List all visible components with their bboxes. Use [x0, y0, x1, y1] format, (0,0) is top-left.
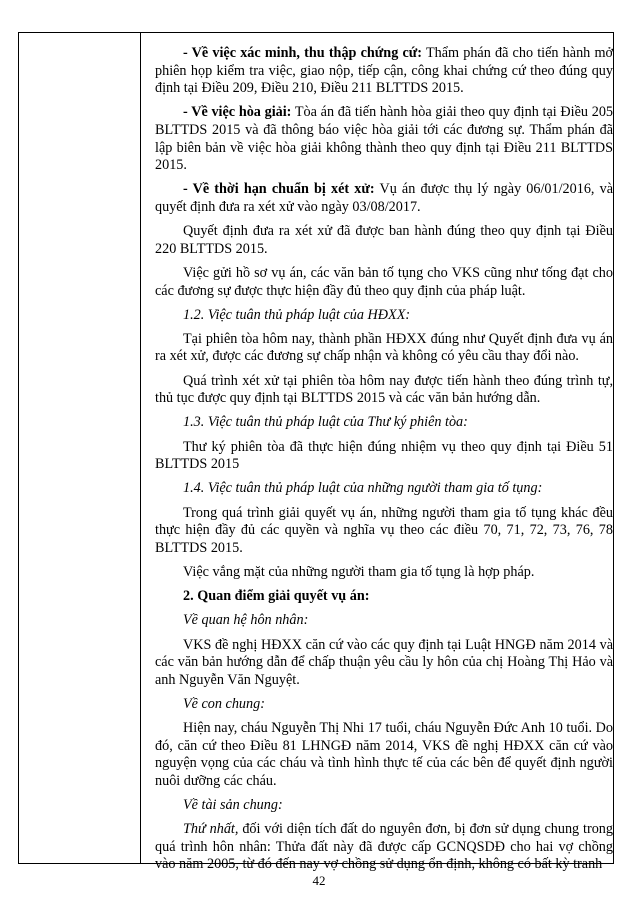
paragraph-mediation — [155, 104, 613, 174]
paragraph: Việc gửi hồ sơ vụ án, các văn bản tố tụng cho VKS cũng như tống đạt cho các đương sự được thực hiện đầy đủ theo quy định của pháp luật. — [155, 264, 613, 299]
paragraph-lead: - Về việc hòa giải: — [183, 104, 292, 121]
paragraph-text: Tòa án đã tiến hành hòa giải theo quy định tại Điều 205 BLTTDS 2015 và đã thông báo việc hòa giải tới các đương sự. Thẩm phán đã lập biên bản về việc hòa giải không thành theo quy định tại Điều 211 BLTTDS 2015. — [155, 104, 614, 174]
paragraph: Thư ký phiên tòa đã thực hiện đúng nhiệm vụ theo quy định tại Điều 51 BLTTDS 2015 — [155, 438, 613, 473]
paragraph: Việc vắng mặt của những người tham gia tố tụng là hợp pháp. — [183, 563, 535, 580]
section-heading: 1.2. Việc tuân thủ pháp luật của HĐXX: — [183, 306, 411, 323]
paragraph-lead: Thứ nhất, — [183, 821, 239, 838]
subsection-heading: Về quan hệ hôn nhân: — [183, 612, 309, 629]
paragraph-text: Vụ án được thụ lý ngày 06/01/2016, và quyết định đưa ra xét xử vào ngày 03/08/2017. — [155, 181, 614, 215]
right-column — [141, 33, 615, 873]
left-column — [19, 33, 141, 863]
paragraph-text: đối với diện tích đất do nguyên đơn, bị đơn sử dụng chung trong quá trình hôn nhân: Thửa đất này đã được cấp GCNQSDĐ cho hai vợ chồng vào năm 2005, từ đó đến nay vợ chồng sử dụng ổn định, không có bất kỳ tranh — [155, 821, 613, 873]
paragraph: Hiện nay, cháu Nguyễn Thị Nhi 17 tuổi, cháu Nguyễn Đức Anh 10 tuổi. Do đó, căn cứ theo Điều 81 LHNGĐ năm 2014, VKS đề nghị HĐXX căn cứ vào nguyện vọng của các cháu và tình hình thực tế của các bên để quyết định người nuôi dưỡng các cháu. — [155, 720, 613, 789]
paragraph: Quá trình xét xử tại phiên tòa hôm nay được tiến hành theo đúng trình tự, thủ tục được quy định tại BLTTDS 2015 và các văn bản hướng dẫn. — [155, 372, 613, 407]
paragraph-verification — [155, 45, 613, 98]
paragraph: Quyết định đưa ra xét xử đã được ban hành đúng theo quy định tại Điều 220 BLTTDS 2015. — [155, 223, 613, 257]
paragraph-first-item — [155, 821, 613, 874]
section-heading: 1.3. Việc tuân thủ pháp luật của Thư ký phiên tòa: — [183, 414, 468, 431]
paragraph-lead: - Về thời hạn chuẩn bị xét xử: — [183, 181, 375, 198]
subsection-heading: Về con chung: — [183, 695, 265, 712]
paragraph-trial-deadline — [155, 181, 613, 216]
content-body — [155, 45, 613, 881]
paragraph-text: Thẩm phán đã cho tiến hành mở phiên họp kiểm tra việc, giao nộp, tiếp cận, công khai chứng cứ theo đúng quy định tại Điều 209, Điều 210, Điều 211 BLTTDS 2015. — [155, 45, 613, 97]
section-heading: 1.4. Việc tuân thủ pháp luật của những người tham gia tố tụng: — [183, 480, 543, 497]
page-number: 42 — [312, 873, 326, 888]
paragraph: VKS đề nghị HĐXX căn cứ vào các quy định tại Luật HNGĐ năm 2014 và các văn bản hướng dẫn để chấp thuận yêu cầu ly hôn của chị Hoàng Thị Hảo và anh Nguyễn Văn Nguyệt. — [155, 636, 613, 688]
paragraph: Trong quá trình giải quyết vụ án, những người tham gia tố tụng khác đều thực hiện đầy đủ các quyền và nghĩa vụ theo các điều 70, 71, 72, 73, 76, 78 BLTTDS 2015. — [155, 504, 613, 556]
section-heading-bold: 2. Quan điểm giải quyết vụ án: — [183, 588, 370, 605]
paragraph: Tại phiên tòa hôm nay, thành phần HĐXX đúng như Quyết định đưa vụ án ra xét xử, được các đương sự chấp nhận và không có yêu cầu thay đổi nào. — [155, 330, 613, 365]
subsection-heading: Về tài sản chung: — [183, 797, 283, 814]
paragraph-lead: - Về việc xác minh, thu thập chứng cứ: — [183, 45, 423, 61]
document-table — [18, 32, 614, 873]
